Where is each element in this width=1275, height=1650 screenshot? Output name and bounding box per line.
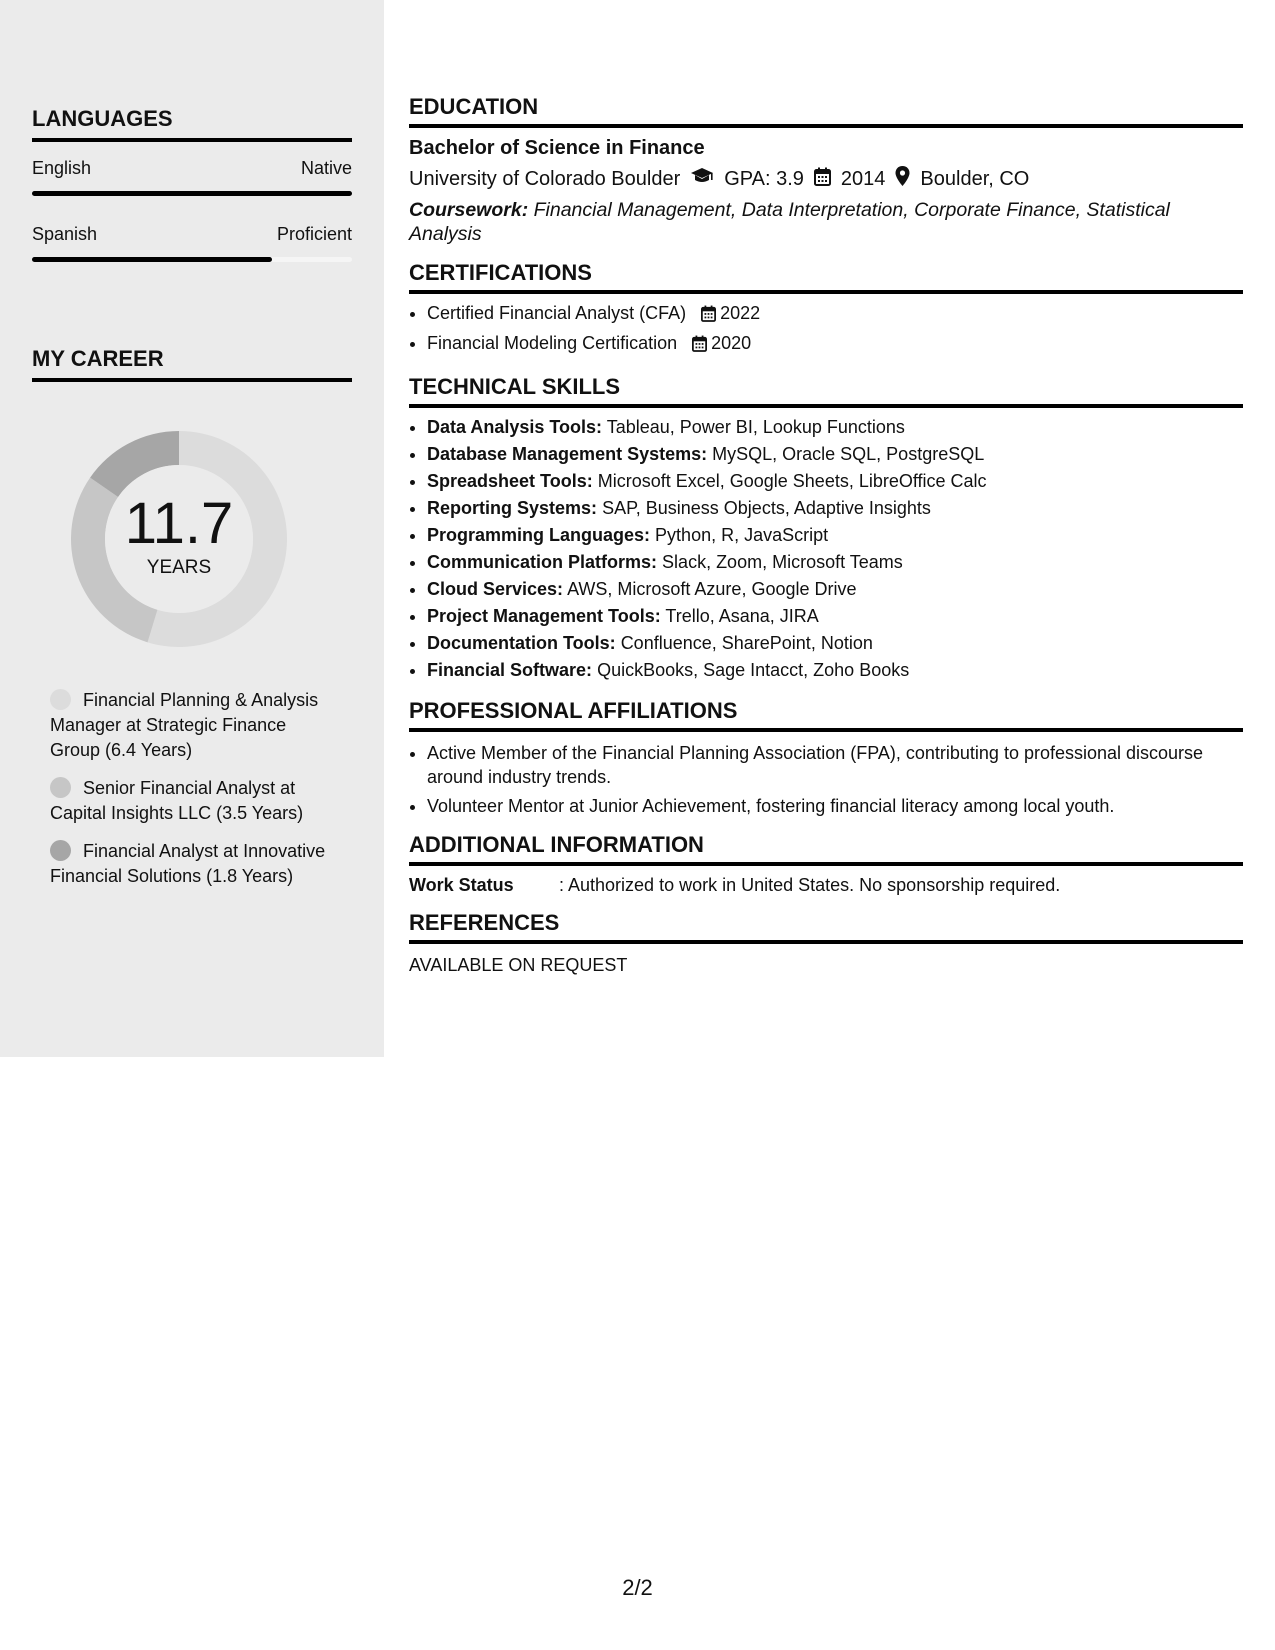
certification-item [427,300,1243,330]
language-level: Native [300,158,352,178]
skill-value: Confluence, SharePoint, Notion [620,633,873,653]
skill-value: QuickBooks, Sage Intacct, Zoho Books [597,660,910,680]
career-list [50,688,330,902]
calendar-icon [814,167,831,192]
skill-item [427,495,1243,522]
school-location: Boulder, CO [920,167,1030,190]
skill-value: Microsoft Excel, Google Sheets, LibreOffice Calc [597,471,987,491]
coursework-list: Financial Management, Data Interpretation, Corporate Finance, Statistical Analysis [409,199,1170,245]
language-proficiency-fill [32,191,352,196]
skill-label: Communication Platforms: [427,552,658,572]
language-proficiency-bar [32,257,352,262]
language-name: English [32,158,92,178]
certification-name: Financial Modeling Certification [427,333,678,353]
skills-section [409,374,1243,684]
skill-label: Programming Languages: [427,525,651,545]
coursework-label: Coursework: [409,199,529,221]
skill-label: Cloud Services: [427,579,564,599]
career-legend-dot [50,777,71,798]
certification-year: 2022 [720,303,761,323]
skill-item [427,603,1243,630]
career-donut-chart [64,424,294,654]
certification-item [427,330,1243,360]
career-item [50,839,330,889]
certifications-section [409,260,1243,360]
career-item-text: Financial Planning & Analysis Manager at Strategic Finance Group (6.4 Years) [50,690,319,760]
skill-item [427,657,1243,684]
affiliation-item: • Active Member of the Financial Planning Association (FPA), contributing to professional discourse around industry trends. [427,741,1243,789]
references-heading: REFERENCES [409,910,1243,944]
work-status-row [409,875,1243,896]
education-section [409,94,1243,246]
page-number: 2/2 [622,1575,653,1600]
education-heading: EDUCATION [409,94,1243,128]
skill-item [427,630,1243,657]
work-status-label: Work Status [409,875,514,895]
education-details [409,166,1243,192]
career-legend-dot [50,689,71,710]
affiliations-heading: PROFESSIONAL AFFILIATIONS [409,698,1243,732]
skill-value: Python, R, JavaScript [655,525,829,545]
skill-label: Spreadsheet Tools: [427,471,593,491]
certifications-list [409,300,1243,360]
language-item [32,158,352,196]
skill-value: Trello, Asana, JIRA [665,606,819,626]
affiliations-section [409,698,1243,818]
references-section [409,910,1243,976]
skill-item [427,549,1243,576]
coursework [409,198,1243,246]
career-heading: MY CAREER [32,346,352,382]
skill-value: AWS, Microsoft Azure, Google Drive [567,579,857,599]
career-legend-dot [50,840,71,861]
career-item-text: Financial Analyst at Innovative Financial Solutions (1.8 Years) [50,841,326,886]
skill-value: MySQL, Oracle SQL, PostgreSQL [712,444,985,464]
references-text: AVAILABLE ON REQUEST [409,955,628,975]
gpa: GPA: 3.9 [724,167,804,190]
graduation-cap-icon [690,167,714,191]
school-name: University of Colorado Boulder [409,167,681,190]
additional-info-heading: ADDITIONAL INFORMATION [409,832,1243,866]
career-total-years: 11.7 [124,491,234,556]
skills-heading: TECHNICAL SKILLS [409,374,1243,408]
skill-item [427,522,1243,549]
language-proficiency-bar [32,191,352,196]
skill-value: SAP, Business Objects, Adaptive Insights [602,498,931,518]
skill-value: Slack, Zoom, Microsoft Teams [662,552,903,572]
skill-label: Reporting Systems: [427,498,598,518]
career-item [50,688,330,763]
language-item [32,224,352,262]
skills-list [409,414,1243,684]
skill-item [427,576,1243,603]
language-proficiency-fill [32,257,272,262]
work-status-value: : Authorized to work in United States. No sponsorship required. [559,875,1061,895]
career-section [32,346,352,382]
career-item [50,776,330,826]
certifications-heading: CERTIFICATIONS [409,260,1243,294]
skill-item [427,414,1243,441]
skill-label: Financial Software: [427,660,593,680]
certification-year: 2020 [711,333,752,353]
career-years-label: YEARS [146,557,212,578]
career-item-text: Senior Financial Analyst at Capital Insights LLC (3.5 Years) [50,778,304,823]
degree-title: Bachelor of Science in Finance [409,137,705,159]
affiliations-list [409,741,1243,818]
location-pin-icon [895,166,910,192]
sidebar [0,0,384,1057]
skill-label: Database Management Systems: [427,444,708,464]
certification-name: Certified Financial Analyst (CFA) [427,303,687,323]
language-name: Spanish [32,224,98,244]
languages-heading: LANGUAGES [32,106,352,142]
skill-item [427,441,1243,468]
skill-label: Data Analysis Tools: [427,417,603,437]
calendar-icon [701,303,716,330]
languages-section [32,106,352,262]
graduation-year: 2014 [840,167,886,190]
language-level: Proficient [276,224,352,244]
skill-label: Documentation Tools: [427,633,616,653]
main-content [409,94,1243,990]
affiliation-item: • Volunteer Mentor at Junior Achievement, fostering financial literacy among local youth. [427,794,1243,818]
skill-item [427,468,1243,495]
calendar-icon [692,333,707,360]
skill-label: Project Management Tools: [427,606,661,626]
skill-value: Tableau, Power BI, Lookup Functions [606,417,905,437]
additional-info-section [409,832,1243,896]
